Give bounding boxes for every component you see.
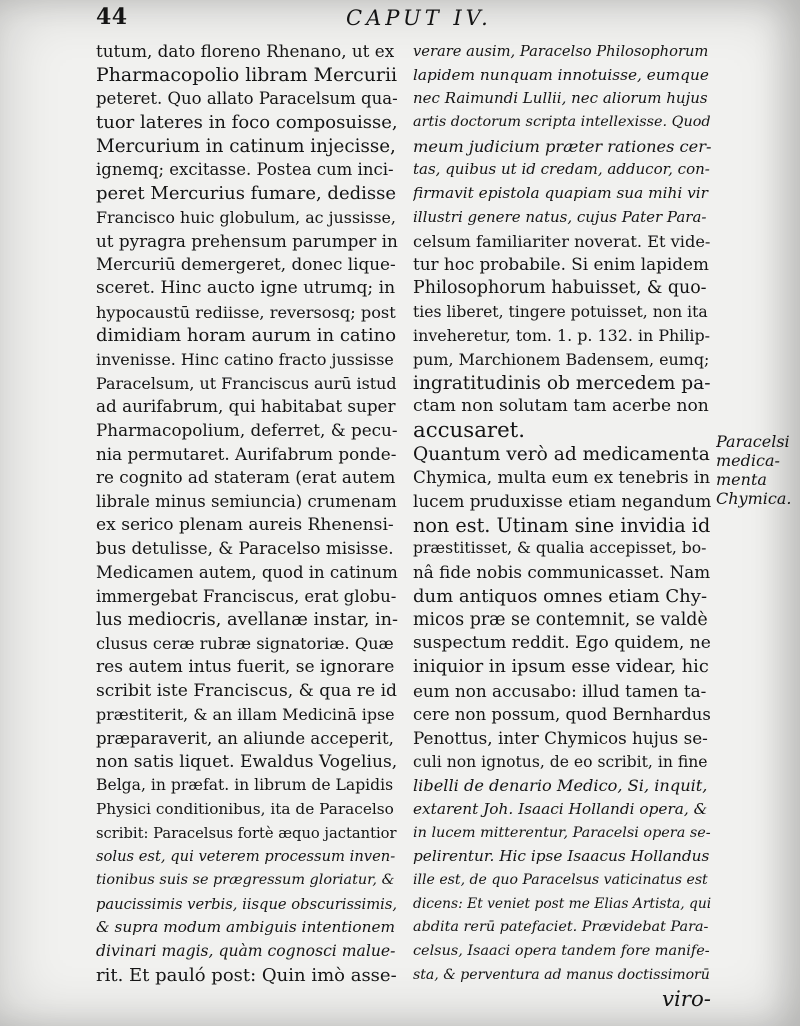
text-line: pum, Marchionem Badensem, eumq; [413, 349, 710, 369]
text-line: ut pyragra prehensum parumper in [96, 230, 398, 251]
text-line: ad aurifabrum, qui habitabat super [96, 396, 396, 417]
text-line: scribit: Paracelsus fortè æquo jactantior [96, 824, 397, 842]
text-line: cere non possum, quod Bernhardus [413, 705, 711, 725]
text-line: bus detulisse, & Paracelso misisse. [96, 538, 394, 559]
text-line: extarent Joh. Isaaci Hollandi opera, & [413, 800, 708, 818]
text-line: Belga, in præfat. in librum de Lapidis [96, 776, 394, 795]
text-line: accusaret. [413, 419, 526, 443]
text-line: celsus, Isaaci opera tandem fore manife- [413, 943, 710, 960]
text-line: Chymica, multa eum ex tenebris in [413, 467, 711, 488]
text-line: tutum, dato floreno Rhenano, ut ex [96, 41, 395, 61]
text-line: peteret. Quo allato Paracelsum qua- [96, 89, 398, 109]
text-line: ctam non solutam tam acerbe non [413, 396, 709, 417]
text-line: Mercurium in catinum injecisse, [96, 135, 396, 157]
text-line: Physici conditionibus, ita de Paracelso [96, 800, 394, 818]
text-line: dum antiquos omnes etiam Chy- [413, 585, 708, 607]
text-line: Paracelsum, ut Franciscus aurū istud [96, 373, 397, 393]
text-line: ignemq; excitasse. Postea cum inci- [96, 160, 394, 180]
text-line: rit. Et pauló post: Quin imò asse- [96, 964, 397, 986]
text-line: lucem pruduxisse etiam negandum [413, 491, 711, 512]
text-line: in lucem mitterentur, Paracelsi opera se- [413, 824, 711, 841]
text-line: inveheretur, tom. 1. p. 132. in Philip- [413, 326, 711, 346]
text-line: eum non accusabo: illud tamen ta- [413, 680, 707, 701]
text-line: lapidem nunquam innotuisse, eumque [413, 65, 709, 84]
text-line: res autem intus fuerit, se ignorare [96, 656, 395, 677]
right-text-column [413, 40, 711, 1012]
text-line: Mercuriū demergeret, donec lique- [96, 254, 396, 275]
text-line: abdita rerū patefaciet. Prævidebat Para- [413, 919, 709, 936]
text-line: hypocaustū rediisse, reversosq; post [96, 302, 396, 322]
text-line: clusus ceræ rubræ signatoriæ. Quæ [96, 634, 394, 654]
text-line: præstiterit, & an illam Medicinā ipse [96, 705, 395, 725]
text-line: ille est, de quo Paracelsus vaticinatus est [413, 872, 708, 889]
text-line: dicens: Et veniet post me Elias Artista, qui [413, 895, 711, 912]
text-line: firmavit epistola quapiam sua mihi vir [413, 184, 708, 203]
text-line: Francisco huic globulum, ac jussisse, [96, 207, 396, 227]
text-line: ingratitudinis ob mercedem pa- [413, 372, 711, 394]
text-line: suspectum reddit. Ego quidem, ne [413, 633, 711, 654]
margin-note-line: Paracelsi [716, 432, 790, 451]
text-line: Quantum verò ad medicamenta [413, 443, 710, 465]
text-line: illustri genere natus, cujus Pater Para- [413, 207, 707, 226]
text-line: tionibus suis se prægressum gloriatur, & [96, 872, 395, 889]
text-line: Medicamen autem, quod in catinum [96, 563, 398, 583]
text-line: viro- [661, 987, 711, 1012]
text-line: nia permutaret. Aurifabrum ponde- [96, 443, 397, 464]
text-line: divinari magis, quàm cognosci malue- [96, 942, 396, 961]
text-line: præstitisset, & qualia accepisset, bo- [413, 539, 707, 558]
text-line: libelli de denario Medico, Si, inquit, [413, 776, 708, 796]
margin-note [716, 432, 798, 508]
text-line: præparaverit, an aliunde acceperit, [96, 728, 394, 748]
text-line: Philosophorum habuisset, & quo- [413, 277, 707, 298]
text-line: scribit iste Franciscus, & qua re id [96, 680, 397, 701]
text-line: solus est, qui veterem processum inven- [96, 848, 396, 866]
text-line: artis doctorum scripta intellexisse. Quod [413, 114, 711, 131]
text-line: verare ausim, Paracelso Philosophorum [413, 43, 709, 60]
text-line: tuor lateres in foco composuisse, [96, 112, 398, 134]
text-line: non satis liquet. Ewaldus Vogelius, [96, 751, 398, 772]
text-line: tur hoc probabile. Si enim lapidem [413, 254, 709, 275]
text-line: paucissimis verbis, iisque obscurissimis, [96, 895, 398, 913]
text-line: sta, & perventura ad manus doctissimorū [413, 966, 710, 983]
text-line: Pharmacopolium, deferret, & pecu- [96, 420, 398, 440]
text-line: lus mediocris, avellanæ instar, in- [96, 609, 398, 630]
text-line: immergebat Franciscus, erat globu- [96, 586, 397, 606]
text-line: Pharmacopolio libram Mercurii [96, 63, 398, 86]
text-line: non est. Utinam sine invidia id [413, 513, 711, 537]
text-line: culi non ignotus, de eo scribit, in fine [413, 752, 708, 771]
text-line: invenisse. Hinc catino fracto jussisse [96, 349, 394, 369]
text-line: dimidiam horam aurum in catino [96, 325, 397, 347]
text-line: micos præ se contemnit, se valdè [413, 609, 708, 630]
margin-note-line: medica- [716, 451, 780, 470]
text-line: librale minus semiuncia) crumenam [96, 492, 397, 512]
page-number: 44 [96, 4, 128, 30]
running-head: CAPUT IV. [346, 6, 492, 30]
text-line: ex serico plenam aureis Rhenensi- [96, 514, 394, 535]
text-line: pelirentur. Hic ipse Isaacus Hollandus [413, 847, 710, 866]
text-line: Penottus, inter Chymicos hujus se- [413, 727, 708, 748]
text-line: ties liberet, tingere potuisset, non ita [413, 302, 708, 321]
margin-note-line: menta [716, 470, 767, 489]
text-line: peret Mercurius fumare, dedisse [96, 183, 396, 205]
text-line: & supra modum ambiguis intentionem [96, 918, 396, 937]
text-line: meum judicium præter rationes cer- [413, 136, 711, 156]
margin-note-line: Chymica. [716, 489, 792, 508]
text-line: nec Raimundi Lullii, nec aliorum hujus [413, 89, 708, 108]
text-line: tas, quibus ut id credam, adducor, con- [413, 160, 710, 179]
page-header [96, 4, 716, 30]
text-line: iniquior in ipsum esse videar, hic [413, 656, 709, 677]
text-line: re cognito ad stateram (erat autem [96, 467, 396, 488]
left-text-column [96, 40, 398, 985]
text-line: sceret. Hinc aucto igne utrumq; in [96, 277, 396, 298]
text-line: nâ fide nobis communicasset. Nam [413, 562, 711, 583]
text-line: celsum familiariter noverat. Et vide- [413, 231, 711, 251]
